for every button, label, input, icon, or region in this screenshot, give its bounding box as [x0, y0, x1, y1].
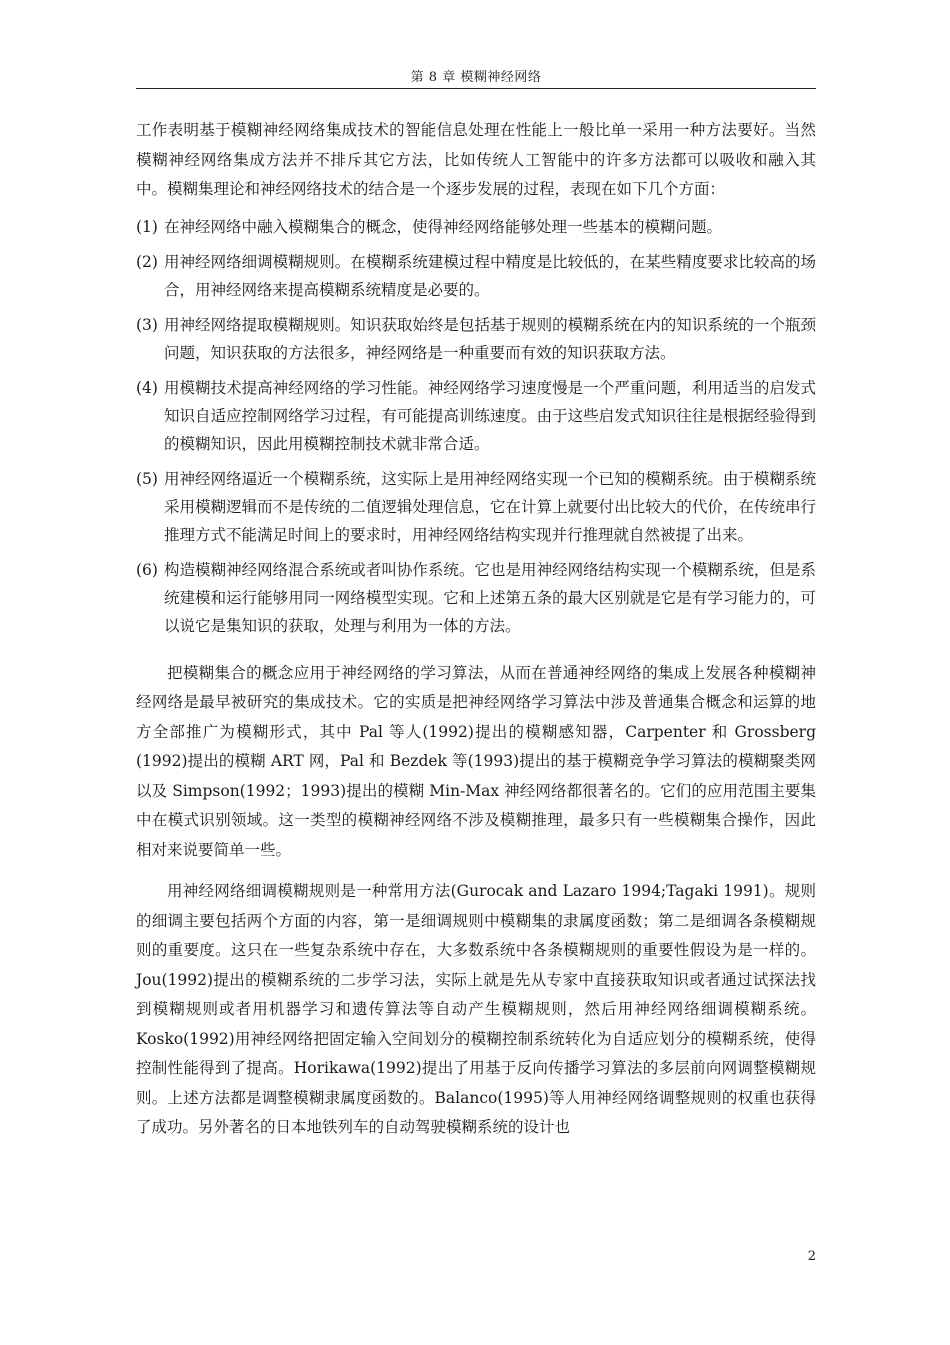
- list-item-text: 在神经网络中融入模糊集合的概念，使得神经网络能够处理一些基本的模糊问题。: [164, 217, 723, 236]
- paragraph-spacer: [136, 865, 816, 877]
- numbered-list: [136, 213, 816, 640]
- list-item: [136, 311, 816, 367]
- running-header: 第 8 章 模糊神经网络: [410, 70, 542, 85]
- list-item-number: (3): [136, 315, 158, 334]
- list-item-number: (6): [136, 560, 158, 579]
- list-item-number: (5): [136, 469, 158, 488]
- list-item-number: (1): [136, 217, 158, 236]
- list-item-number: (4): [136, 378, 158, 397]
- page-number: 2: [807, 1249, 816, 1264]
- list-item-number: (2): [136, 252, 158, 271]
- list-item: [136, 213, 816, 241]
- header-rule: [136, 88, 816, 89]
- paragraph-fine-tuning: 用神经网络细调模糊规则是一种常用方法(Gurocak and Lazaro 1994;Tagaki 1991)。规则的细调主要包括两个方面的内容，第一是细调规则中模糊集的隶属度函数；第二是细调各条模糊规则的重要度。这只在一些复杂系统中存在，大多数系统中各条模糊规则的重要性假设为是一样的。Jou(1992)提出的模糊系统的二步学习法，实际上就是先从专家中直接获取知识或者通过试探法找到模糊规则或者用机器学习和遗传算法等自动产生模糊规则，然后用神经网络细调模糊系统。Kosko(1992)用神经网络把固定输入空间划分的模糊控制系统转化为自适应划分的模糊系统，使得控制性能得到了提高。Horikawa(1992)提出了用基于反向传播学习算法的多层前向网调整模糊规则。上述方法都是调整模糊隶属度函数的。Balanco(1995)等人用神经网络调整规则的权重也获得了成功。另外著名的日本地铁列车的自动驾驶模糊系统的设计也: [136, 882, 816, 1136]
- paragraph-fuzzy-sets: 把模糊集合的概念应用于神经网络的学习算法，从而在普通神经网络的集成上发展各种模糊神经网络是最早被研究的集成技术。它的实质是把神经网络学习算法中涉及普通集合概念和运算的地方全部推广为模糊形式，其中 Pal 等人(1992)提出的模糊感知器，Carpenter 和 Grossberg (1992)提出的模糊 ART 网，Pal 和 Bezdek 等(1993)提出的基于模糊竞争学习算法的模糊聚类网以及 Simpson(1992；1993)提出的模糊 Min-Max 神经网络都很著名的。它们的应用范围主要集中在模式识别领域。这一类型的模糊神经网络不涉及模糊推理，最多只有一些模糊集合操作，因此相对来说要简单一些。: [136, 663, 816, 859]
- list-item-text: 构造模糊神经网络混合系统或者叫协作系统。它也是用神经网络结构实现一个模糊系统，但是系统建模和运行能够用同一网络模型实现。它和上述第五条的最大区别就是它是有学习能力的，可以说它是集知识的获取，处理与利用为一体的方法。: [164, 560, 816, 635]
- list-item: [136, 465, 816, 549]
- list-item-text: 用神经网络细调模糊规则。在模糊系统建模过程中精度是比较低的，在某些精度要求比较高的场合，用神经网络来提高模糊系统精度是必要的。: [164, 252, 816, 299]
- list-item: [136, 556, 816, 640]
- intro-paragraph: 工作表明基于模糊神经网络集成技术的智能信息处理在性能上一般比单一采用一种方法要好。当然模糊神经网络集成方法并不排斥其它方法，比如传统人工智能中的许多方法都可以吸收和融入其中。模糊集理论和神经网络技术的结合是一个逐步发展的过程，表现在如下几个方面：: [136, 121, 816, 198]
- list-item-text: 用模糊技术提高神经网络的学习性能。神经网络学习速度慢是一个严重问题，利用适当的启发式知识自适应控制网络学习过程，有可能提高训练速度。由于这些启发式知识往往是根据经验得到的模糊知识，因此用模糊控制技术就非常合适。: [164, 378, 816, 453]
- paragraph-spacer: [136, 647, 816, 659]
- list-item-text: 用神经网络提取模糊规则。知识获取始终是包括基于规则的模糊系统在内的知识系统的一个瓶颈问题，知识获取的方法很多，神经网络是一种重要而有效的知识获取方法。: [164, 315, 816, 362]
- list-item: [136, 248, 816, 304]
- body-text: [136, 116, 816, 1143]
- list-item: [136, 374, 816, 458]
- list-item-text: 用神经网络逼近一个模糊系统，这实际上是用神经网络实现一个已知的模糊系统。由于模糊系统采用模糊逻辑而不是传统的二值逻辑处理信息，它在计算上就要付出比较大的代价，在传统串行推理方式不能满足时间上的要求时，用神经网络结构实现并行推理就自然被提了出来。: [164, 469, 816, 544]
